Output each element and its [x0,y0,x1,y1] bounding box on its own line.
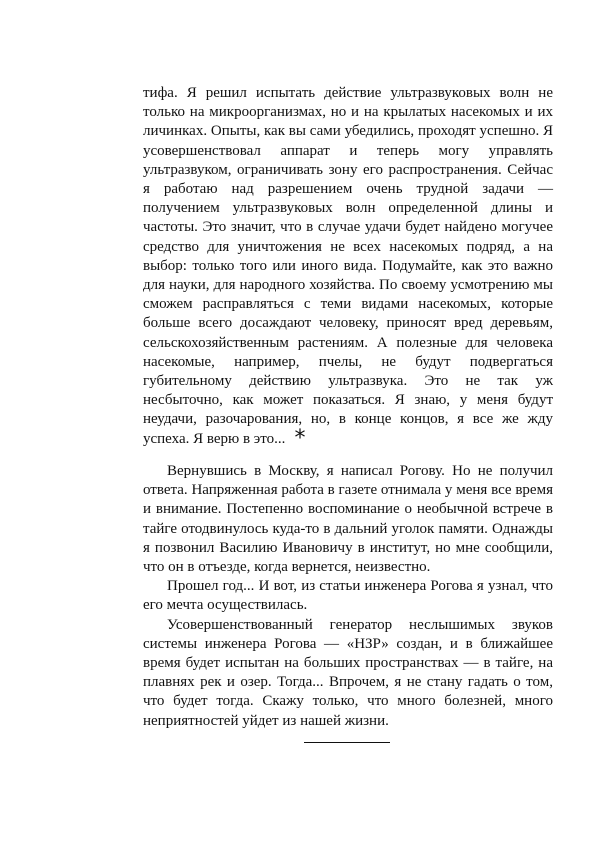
paragraph: Прошел год... И вот, из статьи инженера Рогова я узнал, что его мечта осуществилась. [143,578,553,614]
paragraph: Усовершенствованный генератор неслышимых звуков системы инженера Рогова — «НЗР» создан, и в ближайшее время будет испытан на больших пространствах — в тайге, на плавнях рек и озер. Тогда... Впрочем, я не стану гадать о том, что будет тогда. Скажу только, что много болезней, много неприятностей уйдет из нашей жизни. [143,616,553,729]
text-block-bottom [143,462,553,731]
end-of-text-rule [304,742,390,743]
section-separator-asterisk: * [294,426,306,451]
paragraph: Вернувшись в Москву, я написал Рогову. Но не получил ответа. Напряженная работа в газете отнимала у меня все время и внимание. Постепенно воспоминание о необычной встрече в тайге отодвинулось куда-то в дальний уголок памяти. Однажды я позвонил Василию Ивановичу в институт, но мне сообщили, что он в отъезде, когда вернется, неизвестно. [143,463,553,576]
text-block-top [143,84,553,449]
paragraph: тифа. Я решил испытать действие ультразвуковых волн не только на микроорганизмах, но и на крылатых насекомых и их личинках. Опыты, как вы сами убедились, проходят успешно. Я усовершенствовал аппарат и теперь могу управлять ультразвуком, ограничивать зону его распространения. Сейчас я работаю над разрешением очень трудной задачи — получением ультразвуковых волн определенной длины и частоты. Это значит, что в случае удачи будет найдено могучее средство для уничтожения не всех насекомых подряд, а на выбор: только того или иного вида. Подумайте, как это важно для науки, для народного хозяйства. По своему усмотрению мы сможем расправляться с теми видами насекомых, которые больше всего досаждают человеку, приносят вред деревьям, сельскохозяйственным растениям. А полезные для человека насекомые, например, пчелы, не будут подвергаться губительному действию ультразвука. Это не так уж несбыточно, как может показаться. Я знаю, у меня будут неудачи, разочарования, но, в конце концов, я все же жду успеха. Я верю в это... [143,85,553,447]
